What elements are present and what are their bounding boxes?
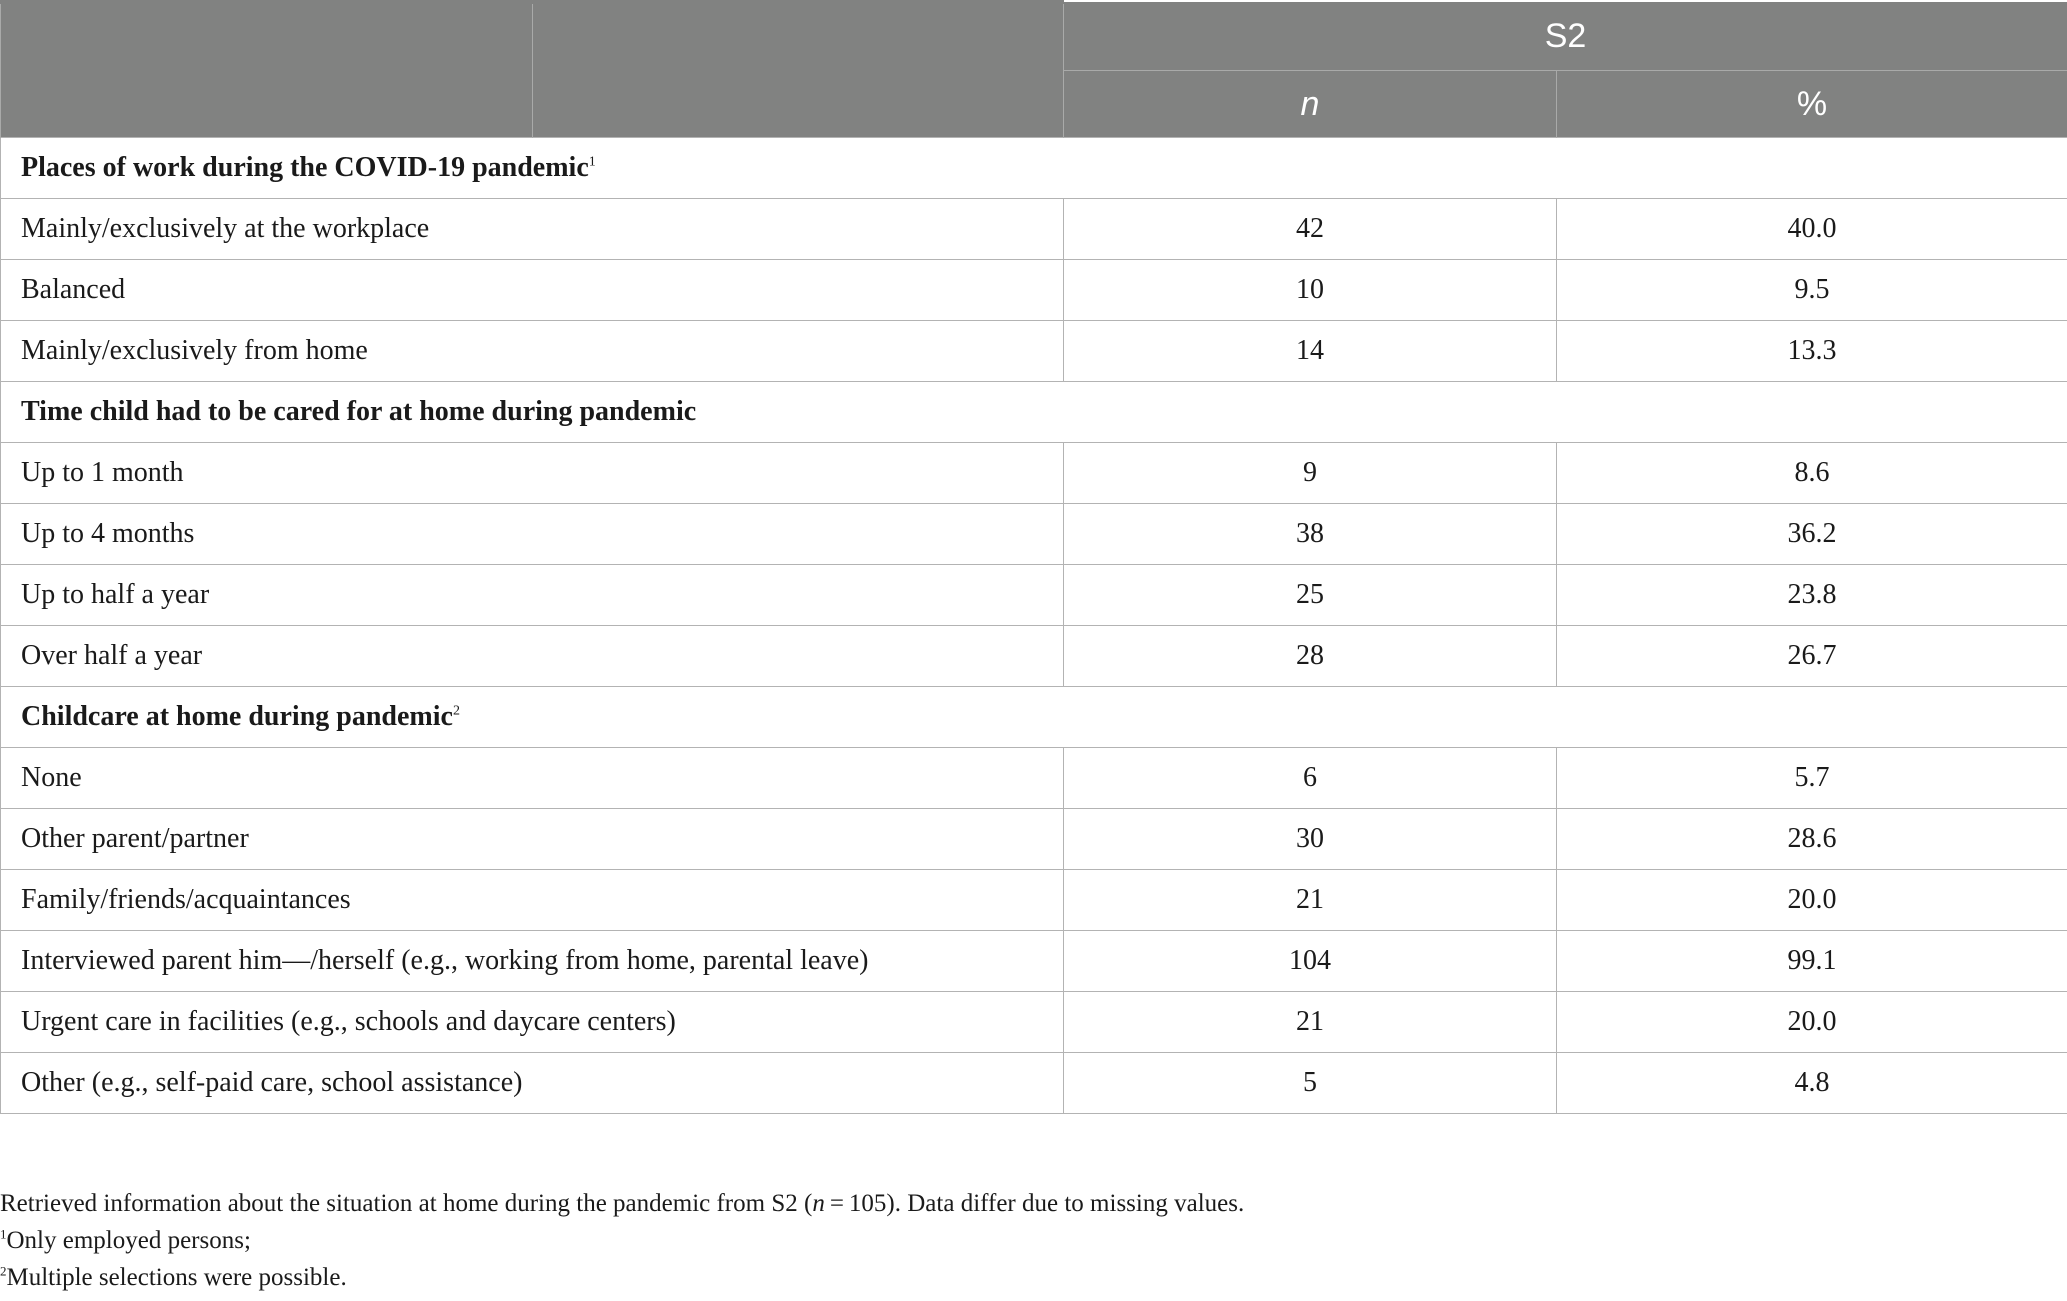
section-header-row [1,687,2067,748]
table-row [1,260,2067,321]
table-row [1,1053,2067,1114]
row-n-value: 104 [1064,931,1557,992]
section-header-row [1,138,2067,199]
row-percent-value: 20.0 [1557,992,2067,1053]
table-row [1,748,2067,809]
footnote-2 [0,1259,2067,1296]
row-label: Other (e.g., self-paid care, school assistance) [1,1053,1064,1114]
table-header [1,2,2067,138]
row-label: Over half a year [1,626,1064,687]
row-percent-value: 28.6 [1557,809,2067,870]
table-row [1,992,2067,1053]
section-title: Time child had to be cared for at home during pandemic [21,396,697,427]
row-label: None [1,748,1064,809]
table-body [1,138,2067,1114]
row-n-value: 10 [1064,260,1557,321]
header-blank-cell [1,2,533,138]
row-percent-value: 23.8 [1557,565,2067,626]
row-n-value: 38 [1064,504,1557,565]
footnote-1-mark: 1 [0,1226,7,1242]
caption-n-symbol: n [812,1190,825,1217]
row-label: Mainly/exclusively from home [1,321,1064,382]
footnote-2-mark: 2 [0,1263,7,1279]
footnote-1 [0,1222,2067,1259]
row-percent-value: 36.2 [1557,504,2067,565]
footnote-mark: 2 [452,703,460,719]
row-n-value: 30 [1064,809,1557,870]
section-title-cell [1,138,2067,199]
row-label: Interviewed parent him—/herself (e.g., working from home, parental leave) [1,931,1064,992]
row-label: Up to 1 month [1,443,1064,504]
header-blank-cell [533,2,1064,138]
caption-text-after: = 105). Data differ due to missing values. [824,1190,1245,1217]
table-row [1,809,2067,870]
section-title-cell [1,382,2067,443]
row-n-value: 9 [1064,443,1557,504]
section-header-row [1,382,2067,443]
table-row [1,321,2067,382]
row-n-value: 42 [1064,199,1557,260]
table-caption [0,1185,2067,1222]
row-label: Up to half a year [1,565,1064,626]
row-n-value: 14 [1064,321,1557,382]
section-title-cell [1,687,2067,748]
row-n-value: 6 [1064,748,1557,809]
row-percent-value: 26.7 [1557,626,2067,687]
table-row [1,504,2067,565]
row-label: Balanced [1,260,1064,321]
caption-text-before: Retrieved information about the situation at home during the pandemic from S2 ( [0,1190,813,1217]
row-percent-value: 40.0 [1557,199,2067,260]
footnote-2-text: Multiple selections were possible. [6,1264,347,1291]
row-n-value: 21 [1064,992,1557,1053]
table-row [1,443,2067,504]
row-label: Urgent care in facilities (e.g., schools and daycare centers) [1,992,1064,1053]
footnote-1-text: Only employed persons; [6,1227,251,1254]
header-col-n: n [1064,71,1557,138]
row-percent-value: 4.8 [1557,1053,2067,1114]
row-n-value: 21 [1064,870,1557,931]
table-row [1,626,2067,687]
row-n-value: 28 [1064,626,1557,687]
row-label: Mainly/exclusively at the workplace [1,199,1064,260]
footnote-mark: 1 [588,154,596,170]
table-row [1,870,2067,931]
row-percent-value: 5.7 [1557,748,2067,809]
row-n-value: 5 [1064,1053,1557,1114]
row-percent-value: 9.5 [1557,260,2067,321]
row-percent-value: 8.6 [1557,443,2067,504]
header-col-percent: % [1557,71,2067,138]
row-label: Other parent/partner [1,809,1064,870]
table-row [1,931,2067,992]
table-notes [0,1185,2067,1296]
row-n-value: 25 [1064,565,1557,626]
table-row [1,565,2067,626]
section-title: Childcare at home during pandemic [21,701,453,732]
table-row [1,199,2067,260]
row-percent-value: 20.0 [1557,870,2067,931]
header-group-s2: S2 [1064,2,2067,71]
row-percent-value: 13.3 [1557,321,2067,382]
section-title: Places of work during the COVID-19 pandemic [21,152,589,183]
row-label: Family/friends/acquaintances [1,870,1064,931]
row-label: Up to 4 months [1,504,1064,565]
row-percent-value: 99.1 [1557,931,2067,992]
